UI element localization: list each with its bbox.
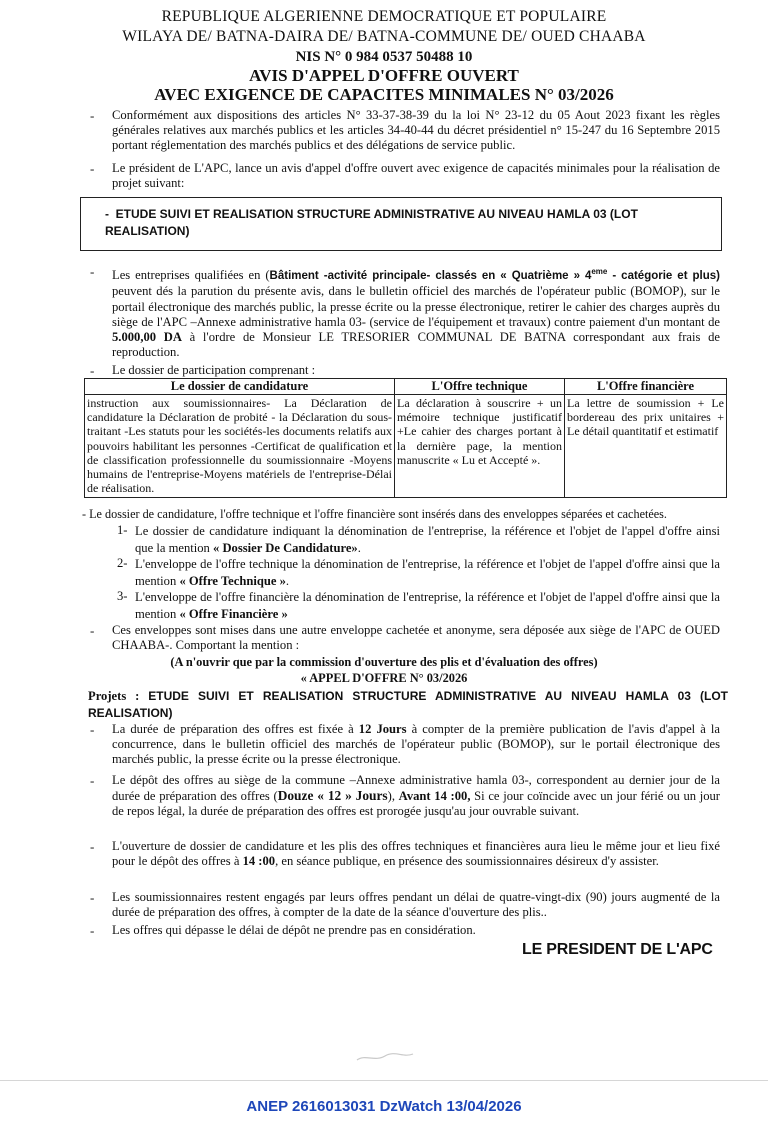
- do-not-open-notice: (A n'ouvrir que par la commission d'ouverture des plis et d'évaluation des offres): [170, 655, 598, 669]
- table-cell-financiere: La lettre de soumission + Le bordereau des prix unitaires + Le détail quantitatif et estimatif: [565, 395, 727, 498]
- list-number: 2-: [117, 556, 128, 570]
- intro-legal-paragraph: Conformément aux dispositions des articles N° 33-37-38-39 du la loi N° 23-12 du 05 Aout 2023 fixant les règles générales relatives aux marchés publics et les articles 34-40-44 du décret présidentiel n° 15-247 du 16 Septembre 2015 portant réglementation des marchés publics et des délégations de service public.: [112, 108, 720, 153]
- header-republic: REPUBLIQUE ALGERIENNE DEMOCRATIQUE ET POPULAIRE: [161, 8, 607, 25]
- header-wilaya: WILAYA DE/ BATNA-DAIRA DE/ BATNA-COMMUNE DE/ OUED CHAABA: [122, 28, 646, 45]
- project-box-text: - ETUDE SUIVI ET REALISATION STRUCTURE ADMINISTRATIVE AU NIVEAU HAMLA 03 (LOT REALISATION): [105, 207, 638, 238]
- list-item: L'enveloppe de l'offre financière la dénomination de l'entreprise, la référence et l'objet de l'appel d'offre ainsi que la mention « Offre Financière »: [135, 590, 720, 621]
- bullet-dash: -: [90, 773, 95, 788]
- footer-reference: ANEP 2616013031 DzWatch 13/04/2026: [246, 1098, 522, 1115]
- list-number: 3-: [117, 589, 128, 603]
- qualification-paragraph: Les entreprises qualifiées en (Bâtiment -activité principale- classés en « Quatrième » 4eme - catégorie et plus) peuvent dés la parution du présente avis, dans le bulletin officiel des marchés de l'opérateur public (BOMOP), sur le portail électronique des marchés public, la presse écrite ou la presse électronique, retirer le cahier des charges auprès du siège de l'APC –Annexe administrative hamla 03- (service de l'équipement et travaux) contre paiement d'un montant de 5.000,00 DA à l'ordre de Monsieur LE TRESORIER COMMUNAL DE BATNA correspondant aux frais de reproduction.: [112, 267, 720, 360]
- list-item: L'enveloppe de l'offre technique la dénomination de l'entreprise, la référence et l'objet de l'appel d'offre ainsi que la mention « Offre Technique ».: [135, 557, 720, 588]
- notice-subtitle: AVEC EXIGENCE DE CAPACITES MINIMALES N° 03/2026: [154, 85, 614, 104]
- list-number: 1-: [117, 523, 128, 537]
- bullet-dash: -: [90, 161, 95, 176]
- table-header-cell: L'Offre financière: [565, 379, 727, 395]
- footer-divider: [0, 1080, 768, 1081]
- bullet-dash: -: [90, 264, 95, 279]
- preparation-duration-paragraph: La durée de préparation des offres est fixée à 12 Jours à compter de la première publication de l'avis d'appel à la concurrence, dans le bulletin officiel des marchés de l'opérateur public (BOMOP), sur le portail électronique des marchés public, la presse écrite ou la presse électronique.: [112, 722, 720, 767]
- signature-president: LE PRESIDENT DE L'APC: [522, 941, 713, 958]
- participation-heading: Le dossier de participation comprenant :: [112, 363, 316, 377]
- bullet-dash: -: [90, 923, 95, 938]
- header-nis: NIS N° 0 984 0537 50488 10: [295, 49, 473, 65]
- validity-paragraph: Les soumissionnaires restent engagés par leurs offres pendant un délai de quatre-vingt-dix (90) jours augmenté de la durée de préparation des offres, à compter de la date de la séance d'ouverture des plis..: [112, 890, 720, 920]
- bullet-dash: -: [90, 890, 95, 905]
- tender-reference: « APPEL D'OFFRE N° 03/2026: [300, 671, 468, 685]
- list-item: Le dossier de candidature indiquant la dénomination de l'entreprise, la référence et l'objet de l'appel d'offre ainsi que la mention « Dossier De Candidature».: [135, 524, 720, 555]
- project-box: [80, 197, 722, 251]
- bullet-dash: -: [90, 722, 95, 737]
- table-header-row: [85, 379, 727, 395]
- projets-line: Projets : ETUDE SUIVI ET REALISATION STRUCTURE ADMINISTRATIVE AU NIVEAU HAMLA 03 (LOT REALISATION): [88, 689, 728, 720]
- envelopes-intro: - Le dossier de candidature, l'offre technique et l'offre financière sont insérés dans des enveloppes séparées et cachetées.: [82, 507, 667, 521]
- table-cell-technique: La déclaration à souscrire + un mémoire technique justificatif +Le cahier des charges portant à la dernière page, la mention manuscrite « Lu et Accepté ».: [395, 395, 565, 498]
- bullet-dash: -: [90, 839, 95, 854]
- dossier-table: [84, 378, 727, 498]
- deposit-paragraph: Le dépôt des offres au siège de la commune –Annexe administrative hamla 03-, correspondent au dernier jour de la durée de préparation des offres (Douze « 12 » Jours), Avant 14 :00, Si ce jour coïncide avec un jour férié ou un jour de repos légal, la durée de préparation des offres est prorogée jusqu'au jour ouvrable suivant.: [112, 773, 720, 819]
- table-row: [85, 395, 727, 498]
- table-cell-candidature: instruction aux soumissionnaires- La Déclaration de candidature la Déclaration de probité - la Déclaration du sous-traitant -Les statuts pour les sociétés-les documents relatifs aux pouvoirs habilitant les personnes -Certificat de qualification et de classification professionnelle du soumissionnaire -Moyens humains de l'entreprise-Moyens matériels de l'entreprise-Délai de réalisation.: [85, 395, 395, 498]
- opening-paragraph: L'ouverture de dossier de candidature et les plis des offres techniques et financières aura lieu le même jour et lieu fixé pour le dépôt des offres à 14 :00, en séance publique, en présence des soumissionnaires désireux d'y assister.: [112, 839, 720, 869]
- bullet-dash: -: [90, 108, 95, 123]
- bullet-dash: -: [90, 623, 95, 638]
- late-offers-paragraph: Les offres qui dépasse le délai de dépôt ne prendre pas en considération.: [112, 923, 476, 937]
- notice-title: AVIS D'APPEL D'OFFRE OUVERT: [249, 66, 519, 85]
- table-header-cell: L'Offre technique: [395, 379, 565, 395]
- pen-scribble-mark: [355, 1050, 415, 1064]
- bullet-dash: -: [90, 363, 95, 378]
- intro-president-paragraph: Le président de L'APC, lance un avis d'appel d'offre ouvert avec exigence de capacités minimales pour la réalisation de projet suivant:: [112, 161, 720, 191]
- sealed-envelope-paragraph: Ces enveloppes sont mises dans une autre enveloppe cachetée et anonyme, sera déposée aux siège de l'APC de OUED CHAABA-. Comportant la mention :: [112, 623, 720, 653]
- table-header-cell: Le dossier de candidature: [85, 379, 395, 395]
